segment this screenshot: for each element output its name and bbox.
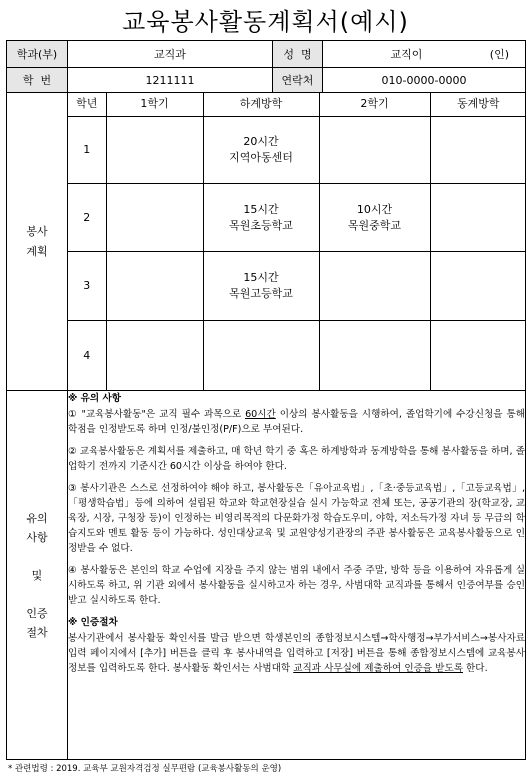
name-label: 성 명 <box>273 41 323 68</box>
student-id-label: 학 번 <box>7 68 68 93</box>
col-header-winter: 동계방학 <box>430 93 526 116</box>
note-paragraph-3: ③ 봉사기관은 스스로 선정하여야 해야 하고, 봉사활동은「유아교육법」,「초·중등교육법」,「고등교육법」,「평생학습법」등에 의하여 설립된 학교와 학교현장실습 실시 가능학교 전체 또는, 공공기관의 장(학교장, 교육장, 시장, 구청장 등)이 인정하는 비영리목적의 다문화가정 학습도우미, 야학, 저소득가정 자녀 등 무급의 학습지도와 멘토 활동 등이 가능하다. 성인대상교육 및 교원양성기관장의 주관 봉사활동은 교육봉사활동으로 인정받을 수 없다. <box>68 483 525 554</box>
summer-cell[interactable]: 20시간 지역아동센터 <box>203 116 319 184</box>
sem1-cell[interactable] <box>106 321 203 390</box>
certification-heading: ※ 인증절차 <box>68 617 118 628</box>
sem1-cell[interactable] <box>106 184 203 252</box>
dept-value[interactable]: 교직과 <box>68 41 273 68</box>
notes-label-line: 절차 <box>26 625 48 639</box>
summer-cell[interactable] <box>203 321 319 390</box>
notes-label <box>7 391 68 760</box>
notes-heading: ※ 유의 사항 <box>68 393 122 404</box>
student-id-value[interactable]: 1211111 <box>68 68 273 93</box>
note-paragraph-2: ② 교육봉사활동은 계획서를 제출하고, 매 학년 학기 중 혹은 하계방학과 동계방학을 통해 봉사활동을 하며, 졸업학기 전까지 기준시간 60시간 이상을 하여야 한다. <box>68 446 525 472</box>
schedule-row <box>68 252 526 321</box>
sem2-cell[interactable] <box>319 252 430 321</box>
col-header-sem2: 2학기 <box>319 93 430 116</box>
sem1-cell[interactable] <box>106 252 203 321</box>
notes-label-line: 및 <box>31 568 43 582</box>
sem2-cell[interactable]: 10시간 목원중학교 <box>319 184 430 252</box>
col-header-grade: 학년 <box>68 93 106 116</box>
contact-label: 연락처 <box>273 68 323 93</box>
notes-label-line: 인증 <box>26 606 48 620</box>
schedule-row <box>68 116 526 184</box>
name-cell[interactable] <box>323 41 526 68</box>
summer-cell[interactable]: 15시간 목원고등학교 <box>203 252 319 321</box>
notes-label-line: 유의 <box>26 511 48 525</box>
schedule-row <box>68 321 526 390</box>
winter-cell[interactable] <box>430 321 526 390</box>
notes-content <box>68 391 526 760</box>
page-title: 교육봉사활동계획서(예시) <box>122 8 409 36</box>
grade-cell: 4 <box>68 321 106 390</box>
grade-cell: 2 <box>68 184 106 252</box>
dept-label: 학과(부) <box>7 41 68 68</box>
sem1-cell[interactable] <box>106 116 203 184</box>
schedule-header-row <box>68 93 526 116</box>
winter-cell[interactable] <box>430 184 526 252</box>
footer-note: * 관련법령 : 2019. 교육부 교원자격검정 실무편람 (교육봉사활동의 운영) <box>8 764 282 774</box>
notes-label-line: 사항 <box>26 530 48 544</box>
plan-schedule-cell <box>68 93 526 391</box>
certification-paragraph: 봉사기관에서 봉사활동 확인서를 발급 받으면 학생본인의 종합정보시스템→학사행정→부가서비스→봉사자료 입력 페이지에서 [추가] 버튼을 클릭 후 봉사내역을 입력하고 [저장] 버튼을 통해 종합정보시스템에 교육봉사정보를 입력하도록 한다. 봉사활동 확인서는 사범대학 교직과 사무실에 제출하여 인증을 받도록 한다. <box>68 633 525 674</box>
seal-mark: (인) <box>489 48 509 61</box>
note-paragraph-4: ④ 봉사활동은 본인의 학교 수업에 지장을 주지 않는 범위 내에서 주중 주말, 방학 등을 이용하여 자유롭게 실시하도록 하고, 위 기관 외에서 봉사활동을 실시하고자 하는 경우, 사범대학 교직과를 통해서 인증여부를 승인받고 실시하도록 한다. <box>68 565 525 606</box>
plan-form-table <box>6 40 526 760</box>
schedule-table <box>68 93 526 390</box>
name-value: 교직이 <box>390 48 423 61</box>
summer-cell[interactable]: 15시간 목원초등학교 <box>203 184 319 252</box>
col-header-sem1: 1학기 <box>106 93 203 116</box>
note-paragraph-1: ① "교육봉사활동"은 교직 필수 과목으로 60시간 이상의 봉사활동을 시행하여, 졸업학기에 수강신청을 통해 학점을 인정받도록 하며 인정/불인정(P/F)으로 부여된다. <box>68 409 525 435</box>
winter-cell[interactable] <box>430 252 526 321</box>
winter-cell[interactable] <box>430 116 526 184</box>
schedule-row <box>68 184 526 252</box>
sem2-cell[interactable] <box>319 116 430 184</box>
grade-cell: 1 <box>68 116 106 184</box>
sem2-cell[interactable] <box>319 321 430 390</box>
grade-cell: 3 <box>68 252 106 321</box>
plan-label: 봉사 계획 <box>7 93 68 391</box>
contact-value[interactable]: 010-0000-0000 <box>323 68 526 93</box>
col-header-summer: 하계방학 <box>203 93 319 116</box>
